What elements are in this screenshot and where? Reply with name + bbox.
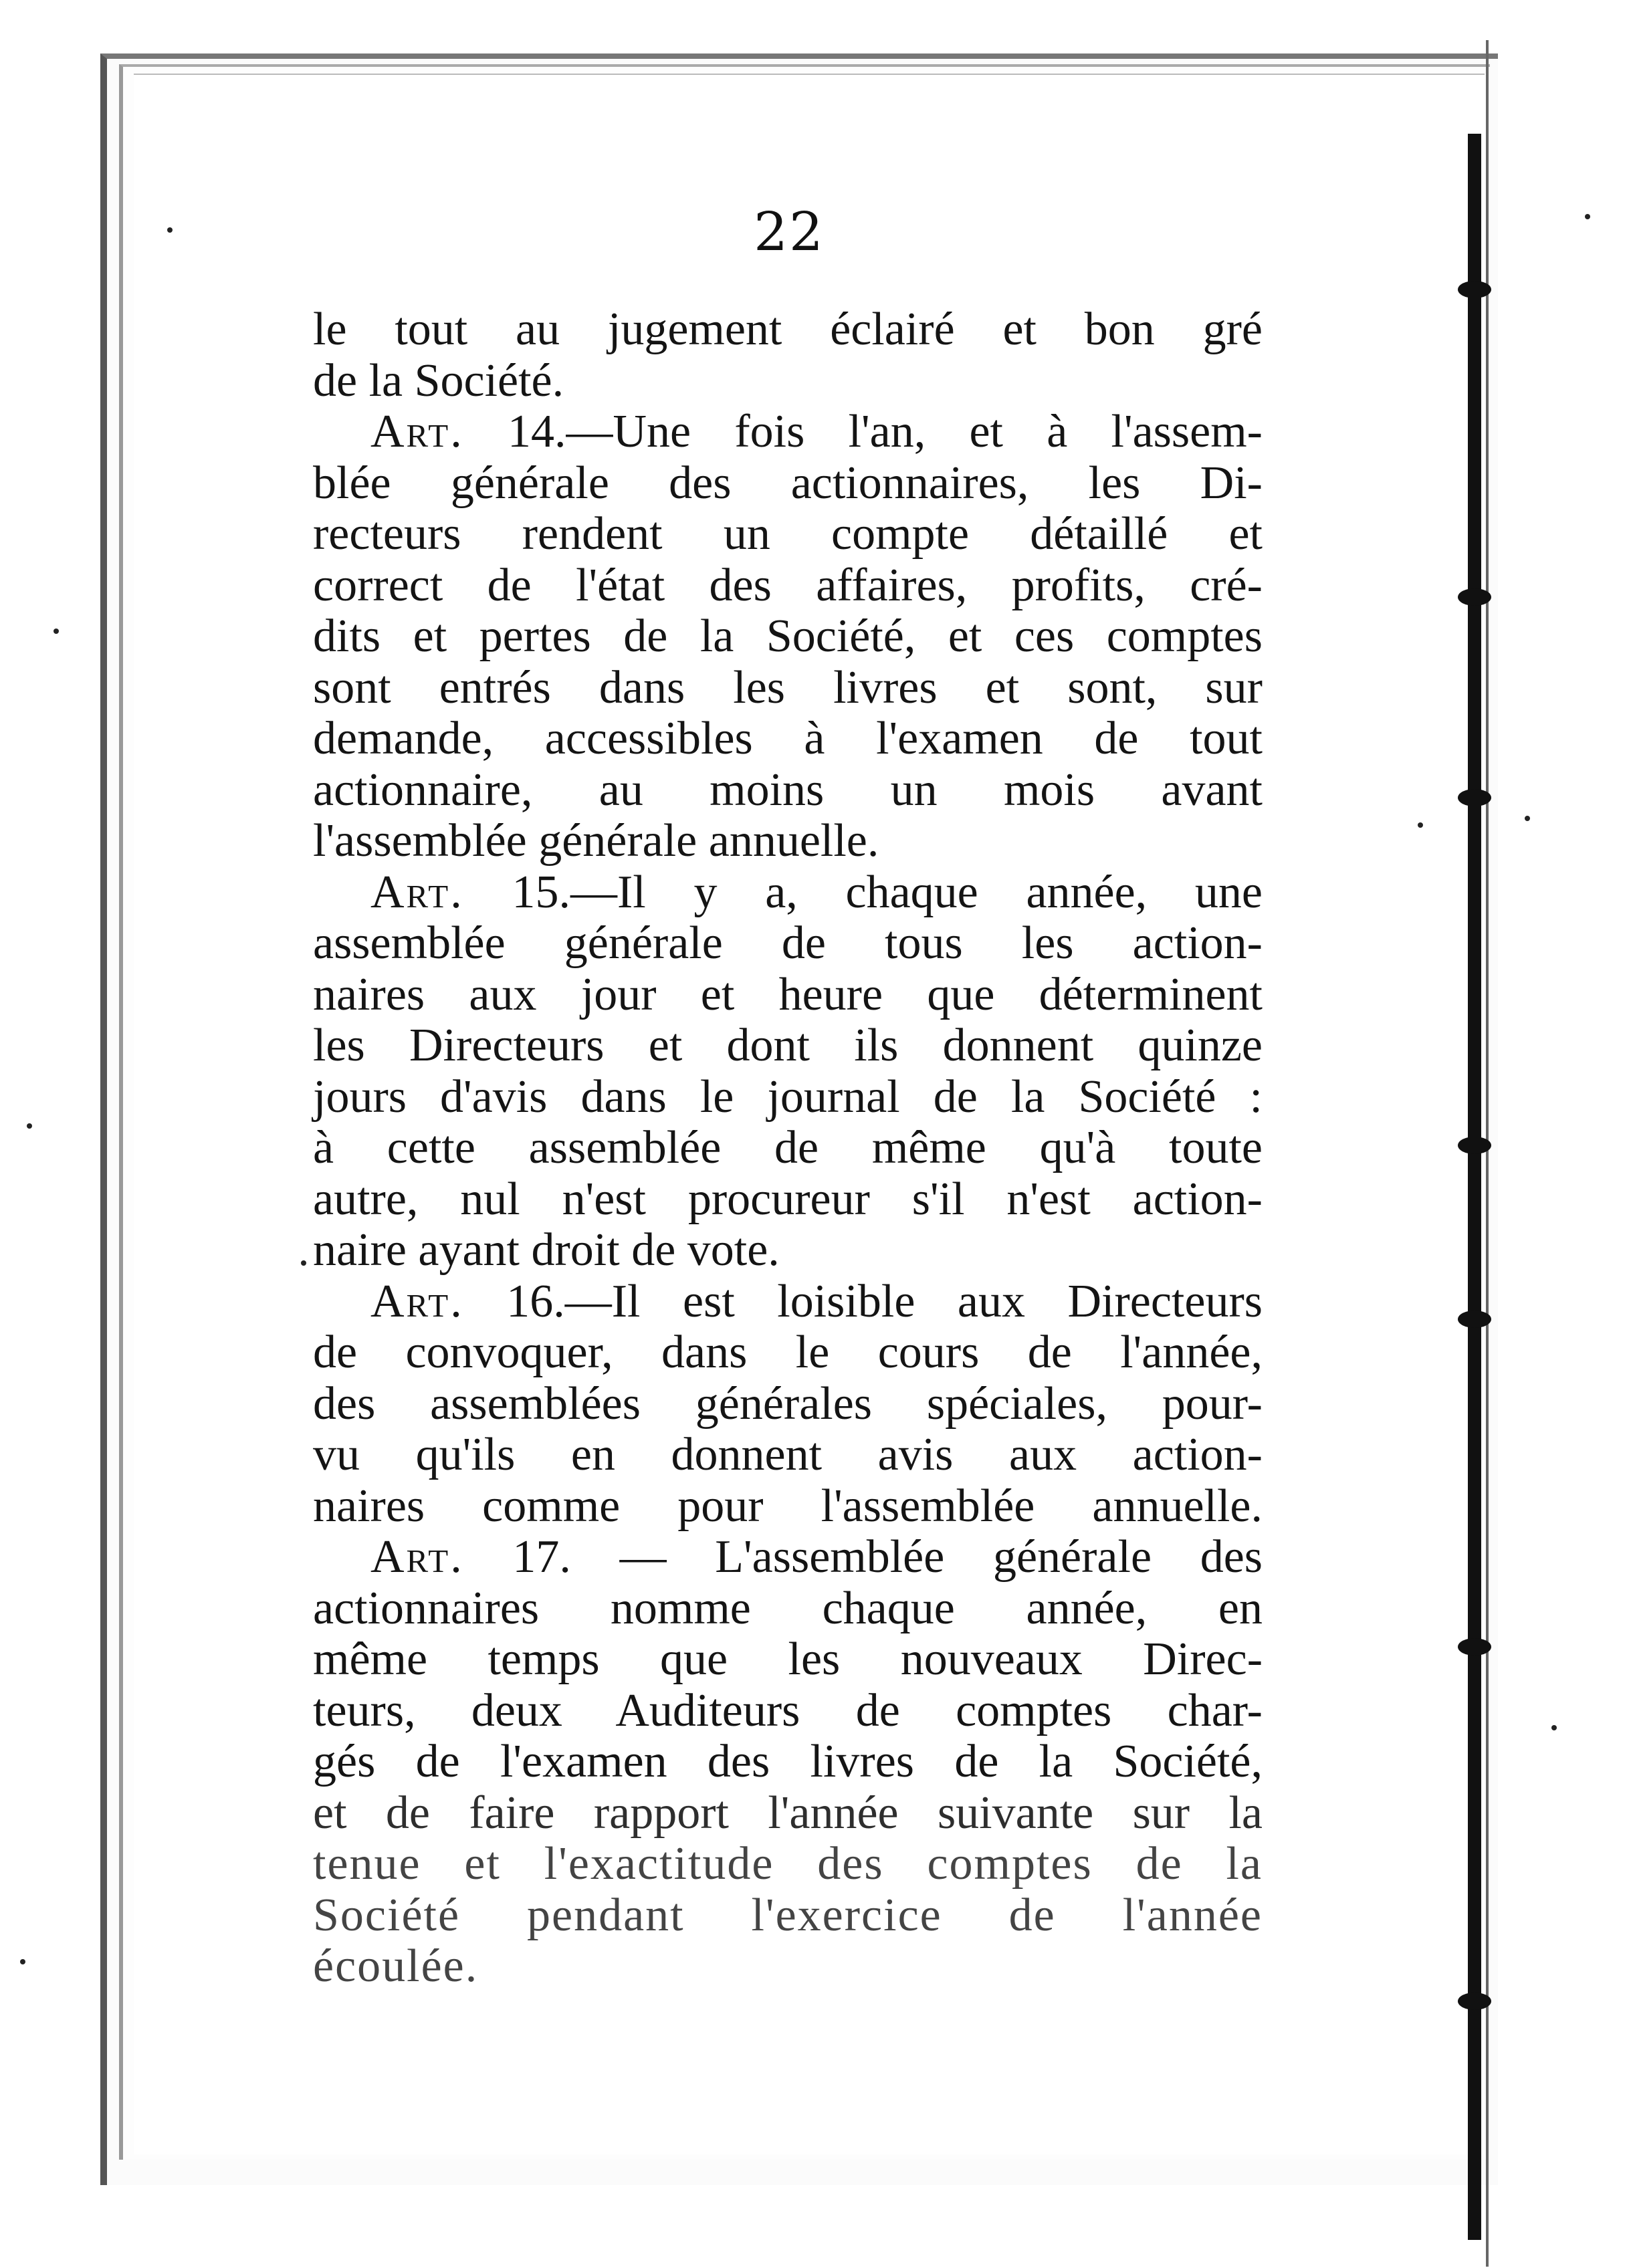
text-line (313, 918, 1263, 970)
line-text: même temps que les nouveaux Direc- (313, 1633, 1263, 1685)
line-text: autre, nul n'est procureur s'il n'est action- (313, 1173, 1263, 1225)
binding-notch (1458, 1137, 1491, 1154)
text-line (313, 356, 1263, 407)
text-line (313, 1736, 1263, 1788)
dust-speck (167, 227, 173, 233)
page-number: 22 (754, 201, 825, 263)
dust-speck (1585, 214, 1590, 219)
line-text: naires comme pour l'assemblée annuelle. (313, 1480, 1263, 1532)
text-line (313, 1020, 1263, 1072)
binding-notch (1458, 281, 1491, 298)
line-text: blée générale des actionnaires, les Di- (313, 457, 1263, 509)
dust-speck (1551, 1725, 1557, 1730)
binding-strip (1468, 134, 1481, 2240)
binding-notch (1458, 1638, 1491, 1656)
line-text: teurs, deux Auditeurs de comptes char- (313, 1684, 1263, 1736)
binding-notch (1458, 1311, 1491, 1328)
text-line (313, 1481, 1263, 1533)
line-text: demande, accessibles à l'examen de tout (313, 713, 1263, 764)
line-text: les Directeurs et dont ils donnent quinze (313, 1020, 1263, 1071)
text-line (313, 1583, 1263, 1635)
text-line (313, 1430, 1263, 1481)
line-text: naires aux jour et heure que déterminent (313, 968, 1263, 1020)
line-text: actionnaire, au moins un mois avant (313, 764, 1263, 816)
text-line (313, 1225, 1263, 1276)
text-line (313, 560, 1263, 612)
dust-speck (301, 1260, 306, 1266)
dust-speck (53, 629, 59, 634)
line-text: jours d'avis dans le journal de la Société : (313, 1070, 1263, 1123)
text-line (313, 1174, 1263, 1226)
article-label: Art. (370, 866, 464, 918)
text-line (313, 816, 1263, 867)
binding-notch (1458, 789, 1491, 806)
text-line (313, 1839, 1263, 1890)
dust-speck (1418, 822, 1423, 828)
text-line (313, 1379, 1263, 1430)
article-heading-line (313, 867, 1263, 919)
text-line (313, 1788, 1263, 1839)
text-line (313, 1941, 1263, 1993)
article-heading-line (313, 1276, 1263, 1328)
line-text: de convoquer, dans le cours de l'année, (313, 1327, 1263, 1378)
line-text: vu qu'ils en donnent avis aux action- (313, 1429, 1263, 1480)
text-line (313, 1123, 1263, 1174)
line-text: correct de l'état des affaires, profits, cré- (313, 559, 1263, 611)
line-text: le tout au jugement éclairé et bon gré (313, 304, 1263, 355)
page-edge-line (1486, 40, 1489, 2267)
dust-speck (27, 1123, 32, 1129)
text-line (313, 1890, 1263, 1942)
line-text: et de faire rapport l'année suivante sur la (313, 1787, 1263, 1839)
line-text: dits et pertes de la Société, et ces comptes (313, 610, 1263, 662)
line-text: à cette assemblée de même qu'à toute (313, 1122, 1263, 1173)
text-line (313, 663, 1263, 714)
article-heading-line (313, 407, 1263, 458)
text-line (313, 509, 1263, 560)
line-text: tenue et l'exactitude des comptes de la (313, 1838, 1263, 1890)
page-body-text (313, 304, 1263, 1993)
line-text: recteurs rendent un compte détaillé et (313, 508, 1263, 560)
line-text: 15.—Il y a, chaque année, une (463, 866, 1263, 918)
line-text: assemblée générale de tous les action- (313, 917, 1263, 969)
text-line (313, 1686, 1263, 1737)
text-line (313, 1072, 1263, 1123)
line-text: 17. — L'assemblée générale des (463, 1531, 1263, 1583)
line-text: écoulée. (313, 1940, 479, 1992)
line-text: sont entrés dans les livres et sont, sur (313, 661, 1263, 713)
text-line (313, 1327, 1263, 1379)
text-line (313, 458, 1263, 509)
text-line (313, 304, 1263, 356)
text-line (313, 970, 1263, 1021)
text-line (313, 611, 1263, 663)
text-line (313, 765, 1263, 816)
article-label: Art. (370, 1275, 464, 1327)
dust-speck (1525, 816, 1530, 821)
line-text: des assemblées générales spéciales, pour- (313, 1377, 1263, 1430)
line-text: 14.—Une fois l'an, et à l'assem- (463, 406, 1263, 457)
line-text: actionnaires nomme chaque année, en (313, 1582, 1263, 1634)
article-heading-line (313, 1532, 1263, 1583)
binding-notch (1458, 1993, 1491, 2010)
article-label: Art. (370, 1531, 464, 1583)
line-text: 16.—Il est loisible aux Directeurs (463, 1275, 1263, 1327)
line-text: naire ayant droit de vote. (313, 1224, 780, 1276)
line-text: de la Société. (313, 354, 564, 407)
article-label: Art. (370, 406, 464, 457)
dust-speck (20, 1959, 25, 1964)
line-text: Société pendant l'exercice de l'année (313, 1889, 1263, 1941)
binding-notch (1458, 588, 1491, 606)
line-text: l'assemblée générale annuelle. (313, 815, 879, 867)
line-text: gés de l'examen des livres de la Société, (313, 1736, 1263, 1787)
text-line (313, 1634, 1263, 1686)
text-line (313, 713, 1263, 765)
